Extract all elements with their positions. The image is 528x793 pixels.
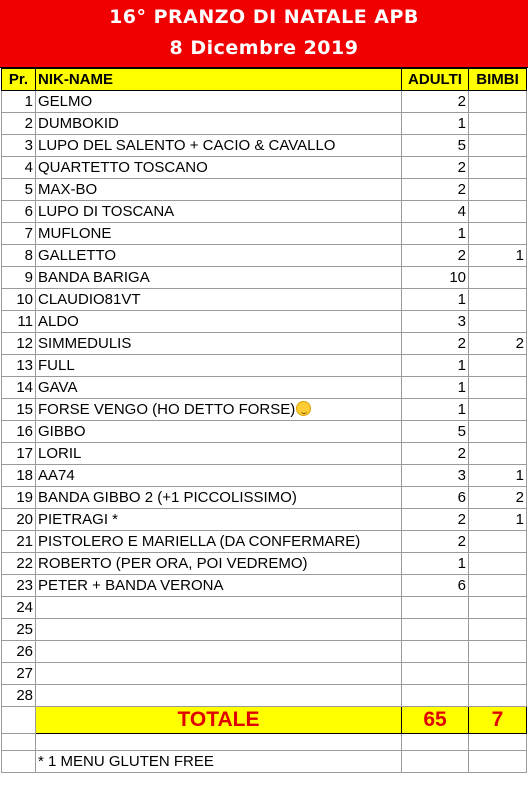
table-row [2, 135, 527, 157]
row-number-cell[interactable]: 1 [2, 91, 36, 113]
row-number-cell[interactable]: 8 [2, 245, 36, 267]
nickname-text: DUMBOKID [38, 114, 119, 132]
row-number-cell[interactable]: 17 [2, 443, 36, 465]
kids-cell[interactable] [469, 663, 527, 685]
row-number-cell[interactable]: 24 [2, 597, 36, 619]
table-row [2, 685, 527, 707]
row-number-cell[interactable]: 2 [2, 113, 36, 135]
table-row [2, 421, 527, 443]
adults-cell[interactable]: 2 [402, 245, 469, 267]
kids-cell[interactable] [469, 641, 527, 663]
adults-cell[interactable]: 10 [402, 267, 469, 289]
row-number-cell[interactable]: 28 [2, 685, 36, 707]
adults-cell[interactable]: 2 [402, 91, 469, 113]
nickname-cell[interactable] [36, 377, 402, 399]
nickname-text: LORIL [38, 444, 82, 462]
adults-cell[interactable]: 2 [402, 509, 469, 531]
empty-cell[interactable] [402, 734, 469, 751]
row-number-cell[interactable]: 6 [2, 201, 36, 223]
kids-cell[interactable] [469, 685, 527, 707]
adults-cell[interactable] [402, 663, 469, 685]
kids-cell[interactable] [469, 553, 527, 575]
kids-cell[interactable]: 2 [469, 333, 527, 355]
row-number-cell[interactable]: 16 [2, 421, 36, 443]
table-row [2, 179, 527, 201]
kids-cell[interactable] [469, 223, 527, 245]
kids-cell[interactable] [469, 157, 527, 179]
table-row [2, 311, 527, 333]
adults-cell[interactable]: 2 [402, 179, 469, 201]
row-number-cell[interactable]: 26 [2, 641, 36, 663]
total-row [2, 707, 527, 734]
kids-cell[interactable]: 1 [469, 465, 527, 487]
table-row [2, 289, 527, 311]
kids-cell[interactable] [469, 289, 527, 311]
nickname-text: QUARTETTO TOSCANO [38, 158, 208, 176]
nickname-text: PIETRAGI * [38, 510, 119, 528]
table-row [2, 245, 527, 267]
table-row [2, 355, 527, 377]
nickname-text: LUPO DI TOSCANA [38, 202, 175, 220]
nickname-text: BANDA GIBBO 2 (+1 PICCOLISSIMO) [38, 488, 297, 506]
nickname-cell[interactable] [36, 289, 402, 311]
row-number-cell[interactable]: 25 [2, 619, 36, 641]
nickname-text: MUFLONE [38, 224, 112, 242]
kids-cell[interactable] [469, 619, 527, 641]
nickname-cell[interactable] [36, 245, 402, 267]
adults-cell[interactable]: 6 [402, 575, 469, 597]
table-row [2, 487, 527, 509]
nickname-cell[interactable] [36, 421, 402, 443]
empty-cell[interactable] [2, 734, 36, 751]
row-number-cell[interactable]: 19 [2, 487, 36, 509]
header-name-cell[interactable]: NIK-NAME [36, 69, 402, 91]
table-row [2, 465, 527, 487]
nickname-cell[interactable] [36, 201, 402, 223]
nickname-cell[interactable] [36, 443, 402, 465]
nickname-cell[interactable] [36, 267, 402, 289]
kids-cell[interactable] [469, 443, 527, 465]
row-number-cell[interactable]: 20 [2, 509, 36, 531]
kids-cell[interactable] [469, 377, 527, 399]
row-number-cell[interactable]: 11 [2, 311, 36, 333]
kids-cell[interactable]: 1 [469, 509, 527, 531]
total-empty-cell[interactable] [2, 707, 36, 734]
adults-cell[interactable]: 1 [402, 113, 469, 135]
table-row [2, 91, 527, 113]
adults-cell[interactable]: 1 [402, 289, 469, 311]
row-number-cell[interactable]: 27 [2, 663, 36, 685]
empty-row [2, 734, 527, 751]
adults-cell[interactable]: 2 [402, 531, 469, 553]
kids-cell[interactable] [469, 113, 527, 135]
adults-cell[interactable] [402, 619, 469, 641]
nickname-cell[interactable] [36, 333, 402, 355]
row-number-cell[interactable]: 4 [2, 157, 36, 179]
row-number-cell[interactable]: 21 [2, 531, 36, 553]
nickname-cell[interactable] [36, 157, 402, 179]
kids-cell[interactable] [469, 267, 527, 289]
nickname-cell[interactable] [36, 113, 402, 135]
table-row [2, 553, 527, 575]
table-row [2, 157, 527, 179]
kids-cell[interactable]: 2 [469, 487, 527, 509]
adults-cell[interactable]: 6 [402, 487, 469, 509]
adults-cell[interactable]: 1 [402, 399, 469, 421]
adults-cell[interactable]: 1 [402, 355, 469, 377]
nickname-text: AA74 [38, 466, 75, 484]
nickname-cell[interactable] [36, 399, 402, 421]
nickname-text: FULL [38, 356, 75, 374]
nickname-cell[interactable] [36, 531, 402, 553]
nickname-cell[interactable] [36, 597, 402, 619]
nickname-text: PETER + BANDA VERONA [38, 576, 224, 594]
nickname-cell[interactable] [36, 641, 402, 663]
row-number-cell[interactable]: 5 [2, 179, 36, 201]
kids-cell[interactable] [469, 135, 527, 157]
table-row [2, 641, 527, 663]
nickname-cell[interactable] [36, 91, 402, 113]
row-number-cell[interactable]: 10 [2, 289, 36, 311]
row-number-cell[interactable]: 23 [2, 575, 36, 597]
kids-cell[interactable] [469, 355, 527, 377]
table-row [2, 399, 527, 421]
table-row [2, 443, 527, 465]
adults-cell[interactable]: 3 [402, 465, 469, 487]
nickname-cell[interactable] [36, 509, 402, 531]
table-row [2, 597, 527, 619]
empty-cell[interactable] [469, 751, 527, 773]
adults-cell[interactable]: 1 [402, 377, 469, 399]
nickname-cell[interactable] [36, 179, 402, 201]
nickname-cell[interactable] [36, 355, 402, 377]
nickname-text: ALDO [38, 312, 79, 330]
empty-cell[interactable] [402, 751, 469, 773]
table-row [2, 377, 527, 399]
adults-cell[interactable] [402, 685, 469, 707]
adults-cell[interactable]: 3 [402, 311, 469, 333]
kids-cell[interactable]: 1 [469, 245, 527, 267]
nickname-text: ROBERTO (PER ORA, POI VEDREMO) [38, 554, 308, 572]
note-row [2, 751, 527, 773]
adults-cell[interactable]: 4 [402, 201, 469, 223]
header-pr-cell[interactable]: Pr. [2, 69, 36, 91]
row-number-cell[interactable]: 7 [2, 223, 36, 245]
adults-cell[interactable]: 2 [402, 443, 469, 465]
title-banner [0, 0, 528, 68]
adults-cell[interactable]: 2 [402, 333, 469, 355]
kids-cell[interactable] [469, 575, 527, 597]
table-row [2, 531, 527, 553]
kids-cell[interactable] [469, 311, 527, 333]
nickname-text: GALLETTO [38, 246, 117, 264]
row-number-cell[interactable]: 18 [2, 465, 36, 487]
nickname-cell[interactable] [36, 619, 402, 641]
table-row [2, 267, 527, 289]
nickname-text: GAVA [38, 378, 78, 396]
kids-cell[interactable] [469, 201, 527, 223]
table-row [2, 509, 527, 531]
nickname-text: BANDA BARIGA [38, 268, 150, 286]
empty-cell[interactable] [2, 751, 36, 773]
nickname-cell[interactable] [36, 135, 402, 157]
header-kids-cell[interactable]: BIMBI [469, 69, 527, 91]
adults-cell[interactable] [402, 597, 469, 619]
empty-cell[interactable] [469, 734, 527, 751]
header-adults-cell[interactable]: ADULTI [402, 69, 469, 91]
nickname-cell[interactable] [36, 311, 402, 333]
row-number-cell[interactable]: 9 [2, 267, 36, 289]
adults-cell[interactable] [402, 641, 469, 663]
nickname-text: CLAUDIO81VT [38, 290, 141, 308]
empty-cell[interactable] [36, 734, 402, 751]
row-number-cell[interactable]: 14 [2, 377, 36, 399]
row-number-cell[interactable]: 15 [2, 399, 36, 421]
nickname-cell[interactable] [36, 487, 402, 509]
nickname-text: GELMO [38, 92, 93, 110]
nickname-cell[interactable] [36, 465, 402, 487]
adults-cell[interactable]: 5 [402, 135, 469, 157]
kids-cell[interactable] [469, 91, 527, 113]
table-row [2, 223, 527, 245]
table-row [2, 575, 527, 597]
row-number-cell[interactable]: 3 [2, 135, 36, 157]
nickname-text: FORSE VENGO (HO DETTO FORSE) [38, 400, 296, 418]
nickname-cell[interactable] [36, 575, 402, 597]
kids-cell[interactable] [469, 421, 527, 443]
total-adults[interactable]: 65 [402, 707, 469, 734]
adults-cell[interactable]: 5 [402, 421, 469, 443]
adults-cell[interactable]: 1 [402, 223, 469, 245]
nickname-cell[interactable] [36, 663, 402, 685]
header-row [2, 69, 527, 91]
nickname-text: LUPO DEL SALENTO + CACIO & CAVALLO [38, 136, 336, 154]
nickname-cell[interactable] [36, 685, 402, 707]
kids-cell[interactable] [469, 179, 527, 201]
total-kids[interactable]: 7 [469, 707, 527, 734]
table-row [2, 663, 527, 685]
total-label[interactable]: TOTALE [36, 707, 402, 734]
event-date: 8 Dicembre 2019 [169, 37, 359, 59]
row-number-cell[interactable]: 12 [2, 333, 36, 355]
nickname-cell[interactable] [36, 223, 402, 245]
table-row [2, 201, 527, 223]
gluten-free-note[interactable]: * 1 MENU GLUTEN FREE [36, 751, 402, 773]
adults-cell[interactable]: 1 [402, 553, 469, 575]
adults-cell[interactable]: 2 [402, 157, 469, 179]
nickname-text: MAX-BO [38, 180, 98, 198]
kids-cell[interactable] [469, 399, 527, 421]
kids-cell[interactable] [469, 531, 527, 553]
kids-cell[interactable] [469, 597, 527, 619]
row-number-cell[interactable]: 13 [2, 355, 36, 377]
table-row [2, 113, 527, 135]
event-title: 16° PRANZO DI NATALE APB [109, 6, 419, 28]
nickname-text: PISTOLERO E MARIELLA (DA CONFERMARE) [38, 532, 361, 550]
nickname-text: SIMMEDULIS [38, 334, 132, 352]
table-row [2, 333, 527, 355]
nickname-cell[interactable] [36, 553, 402, 575]
grimace-emoji-icon [296, 401, 311, 416]
guest-table [1, 68, 527, 773]
table-row [2, 619, 527, 641]
nickname-text: GIBBO [38, 422, 86, 440]
row-number-cell[interactable]: 22 [2, 553, 36, 575]
